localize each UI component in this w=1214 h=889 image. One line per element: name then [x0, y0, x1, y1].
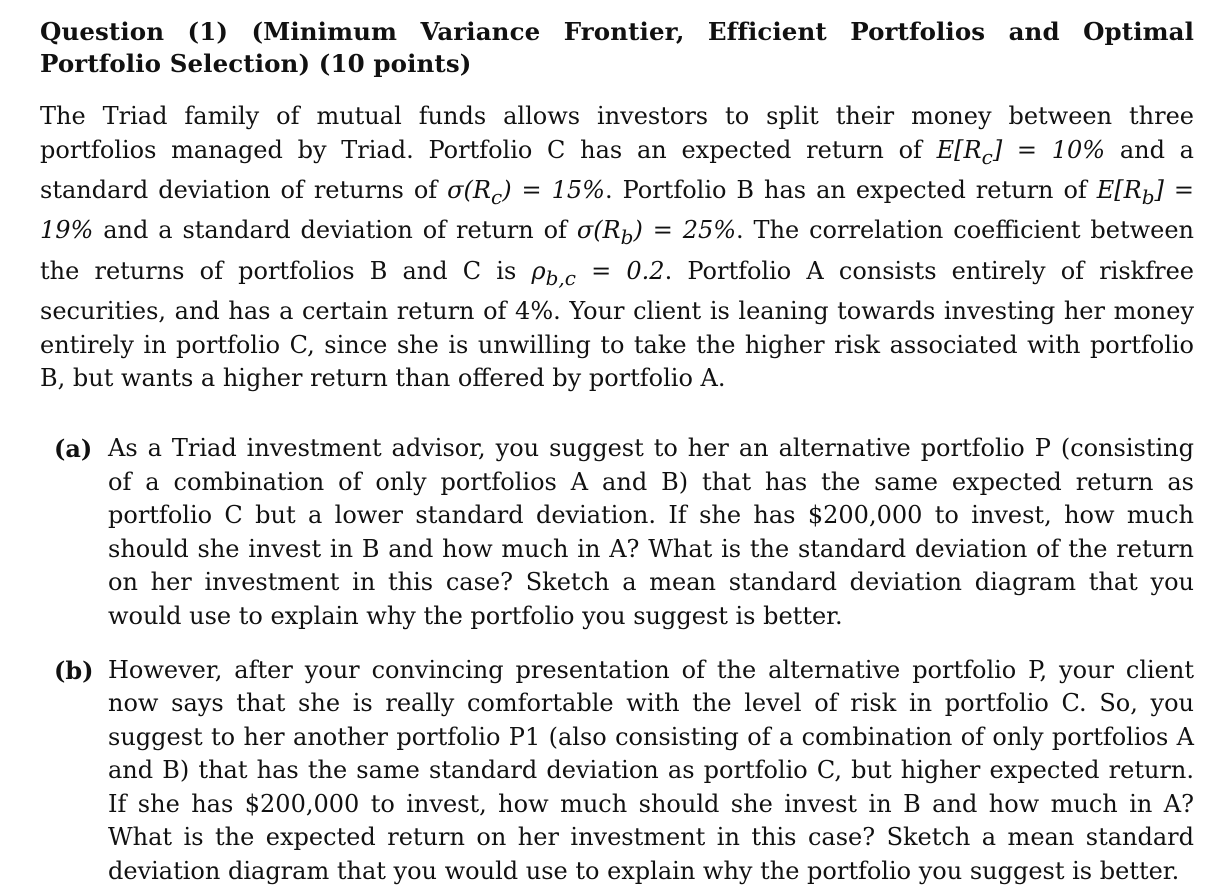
intro-text: and a standard deviation of return of [93, 216, 577, 245]
part-a-text: As a Triad investment advisor, you suggest to her an alternative portfolio P (consisting of a combination of only portfolios A and B) that has the same expected return as portfolio C but a lower standard deviation. If she has $200,000 to invest, how much should she invest in B and how much in A? What is the standard deviation of the return on her investment in this case? Sketch a mean standard deviation diagram that you would use to explain why the portfolio you suggest is better. [108, 433, 1194, 630]
math-expected-return-c: $E[R_c] = 10\%$ [936, 135, 1106, 169]
math-expected-return-b: $E[R_b] = 19\%$ [40, 175, 1194, 245]
intro-text: . Portfolio B has an expected return of [604, 175, 1097, 204]
part-b [54, 654, 1194, 889]
part-a [54, 432, 1194, 634]
question-intro [40, 100, 1194, 396]
intro-text: . Portfolio A consists entirely of riskfree securities, and has a certain return of 4%. Your client is leaning towards investing her money entirely in portfolio C, since she is unwilling to take the higher risk associated with portfolio B, but wants a higher return than offered by portfolio A. [40, 256, 1194, 393]
question-parts [40, 432, 1194, 889]
question-title: Question (1) (Minimum Variance Frontier, Efficient Portfolios and Optimal Portfolio Selection) (10 points) [40, 17, 1194, 78]
part-b-label: (b) [54, 655, 94, 685]
math-correlation: $\rho_{b,c} = 0.2$ [531, 256, 665, 290]
math-sd-b: $\sigma(R_b) = 25\%$ [576, 216, 737, 250]
math-sd-c: $\sigma(R_c) = 15\%$ [447, 175, 605, 209]
intro-text: and a standard deviation of returns of [40, 135, 1194, 204]
part-b-text: However, after your convincing presentation of the alternative portfolio P, your client now says that she is really comfortable with the level of risk in portfolio C. So, you suggest to her another portfolio P1 (also consisting of a combination of only portfolios A and B) that has the same standard deviation as portfolio C, but higher expected return. If she has $200,000 to invest, how much should she invest in B and how much in A? What is the expected return on her investment in this case? Sketch a mean standard deviation diagram that you would use to explain why the portfolio you suggest is better. [108, 655, 1194, 886]
intro-text: The Triad family of mutual funds allows investors to split their money between three portfolios managed by Triad. Portfolio C has an expected return of [40, 102, 1194, 164]
part-a-label: (a) [54, 433, 93, 463]
intro-text: . The correlation coefficient between the returns of portfolios B and C is [40, 216, 1194, 285]
